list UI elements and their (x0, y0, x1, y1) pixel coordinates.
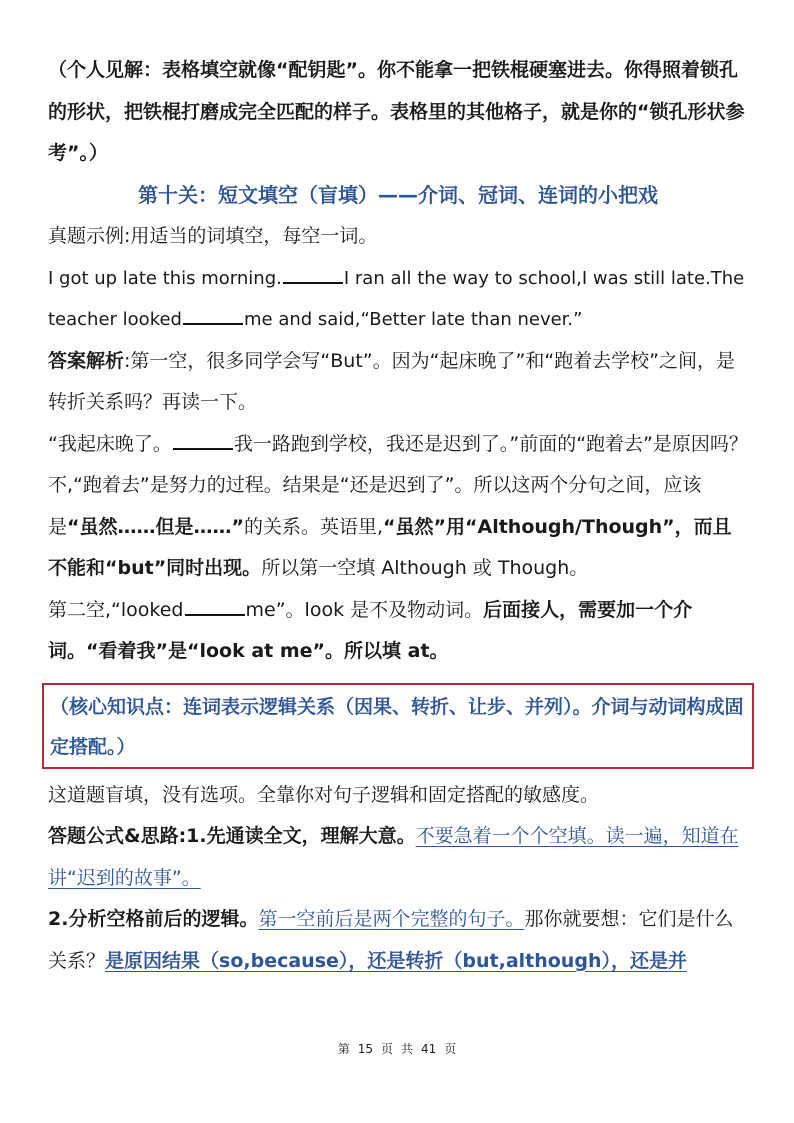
analysis-paragraph-3 (48, 590, 748, 673)
footer-prefix: 第 (337, 1042, 350, 1056)
formula-step2: 2.分析空格前后的逻辑。 (48, 908, 259, 930)
analysis-bold-3: 后面接人，需要加一个介词。“看着我”是“look at me”。所以填 at。 (48, 598, 693, 662)
analysis-bold-1: “虽然……但是……” (67, 515, 244, 538)
blank-quote (173, 447, 233, 450)
footer-total-pages: 41 (421, 1042, 437, 1056)
analysis-text-1: :第一空，很多同学会写“But”。因为“起床晚了”和“跑着去学校”之间，是转折关系吗？再读一下。 (48, 349, 736, 413)
blank-1 (283, 281, 343, 284)
formula-step1-tip: 不要急着一个个空填。读一遍，知道在讲“迟到的故事”。 (48, 825, 739, 889)
personal-view-text: 表格填空就像“配钥匙”。你不能拿一把铁棍硬塞进去。你得照着锁孔的形状，把铁棍打磨成完全匹配的样子。表格里的其他格子，就是你的“锁孔形状参考”。） (48, 59, 745, 164)
formula-step2-tip-2: 是原因结果（so,because），还是转折（but,although），还是并 (105, 949, 687, 972)
analysis-second-start: 第二空,“looked (48, 598, 184, 621)
document-page (48, 50, 748, 982)
analysis-bold-2: “虽然”用“Although/Though”，而且不能和“but”同时出现。 (48, 515, 732, 579)
analysis-paragraph-1 (48, 341, 748, 424)
example-seg1: I got up late this morning. (48, 267, 282, 289)
key-point-box (42, 683, 754, 769)
analysis-text-2: 的关系。英语里, (244, 515, 384, 538)
formula-step2-text: 那你就要想：它们是什么关系？ (48, 908, 734, 972)
analysis-paragraph-2 (48, 424, 748, 590)
analysis-quote-start: “我起床晚了。 (48, 432, 172, 455)
analysis-quote-rest: 我一路跑到学校，我还是迟到了。”前面的“跑着去”是原因吗？不,“跑着去”是努力的过程。结果是“还是迟到了”。所以这两个分句之间，应该是 (48, 432, 748, 538)
blind-note: 这道题盲填，没有选项。全靠你对句子逻辑和固定搭配的敏感度。 (48, 783, 600, 806)
formula-step1: :1.先通读全文，理解大意。 (178, 825, 416, 847)
analysis-second-mid: me”。look 是不及物动词。 (245, 598, 484, 621)
analysis-text-3: 所以第一空填 Although 或 Though。 (261, 557, 589, 579)
formula-step2-tip: 第一空前后是两个完整的句子。 (258, 908, 525, 930)
blank-looked (185, 613, 245, 616)
example-seg2: I ran all the way to school,I was still late.The teacher looked (48, 267, 745, 330)
footer-current-page: 15 (357, 1042, 373, 1056)
example-intro: 真题示例:用适当的词填空，每空一词。 (48, 225, 378, 247)
formula-paragraph-2 (48, 899, 748, 982)
personal-view-paragraph (48, 50, 748, 175)
footer-suffix: 页 (444, 1042, 457, 1056)
example-sentence (48, 258, 748, 341)
example-seg3: me and said,“Better late than never.” (243, 309, 583, 330)
blank-2 (183, 322, 243, 325)
personal-view-label: （个人见解： (48, 59, 163, 81)
analysis-label: 答案解析 (48, 349, 125, 372)
section-title: 第十关：短文填空（盲填）——介词、冠词、连词的小把戏 (138, 182, 658, 207)
formula-label: 答题公式&思路 (48, 825, 179, 847)
footer-page-word: 页 (380, 1042, 393, 1056)
page-footer (0, 1040, 794, 1057)
formula-paragraph-1 (48, 816, 748, 899)
footer-total-word: 共 (401, 1042, 414, 1056)
key-point-text: （核心知识点：连词表示逻辑关系（因果、转折、让步、并列）。介词与动词构成固定搭配。） (50, 695, 744, 758)
